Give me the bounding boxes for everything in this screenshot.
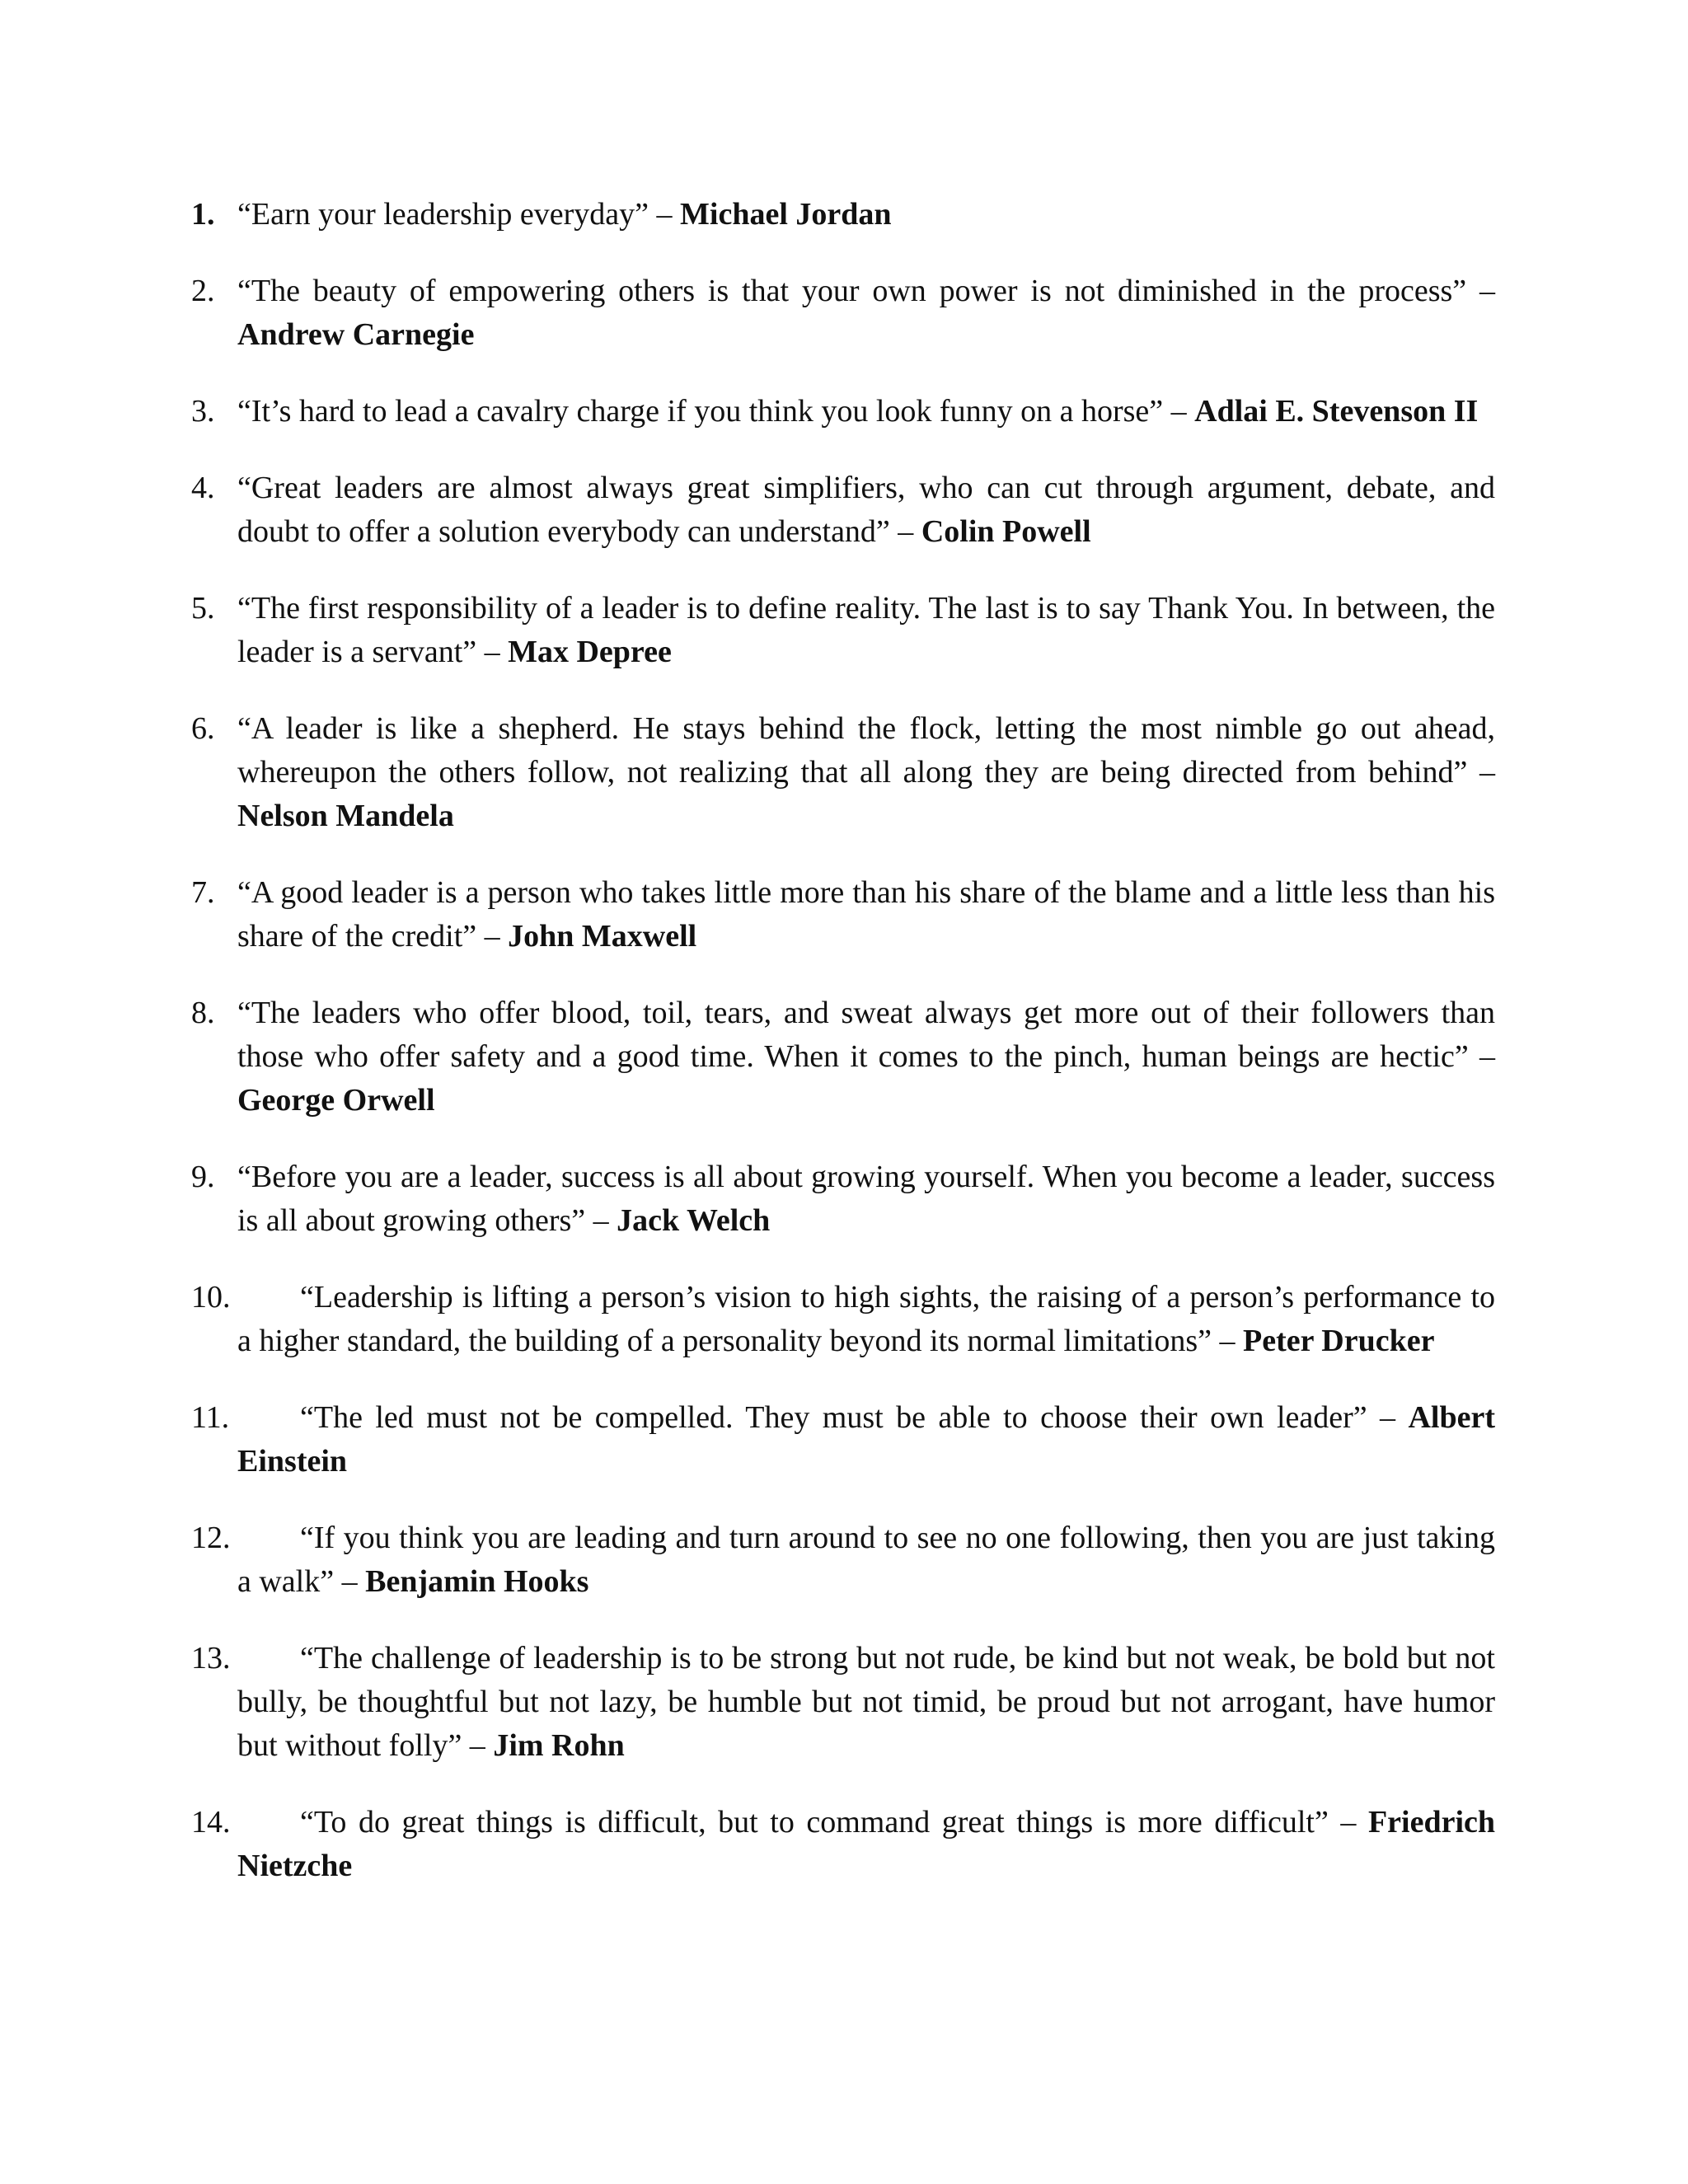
quote-item-4 — [191, 466, 1495, 554]
quote-number: 12. — [191, 1521, 231, 1555]
quote-author: Adlai E. Stevenson II — [1194, 394, 1479, 429]
quote-number: 13. — [191, 1641, 231, 1675]
quote-author: Colin Powell — [921, 514, 1091, 549]
quote-item-7 — [191, 871, 1495, 958]
quote-item-3 — [191, 390, 1495, 434]
quote-number: 14. — [191, 1805, 231, 1840]
quote-item-5 — [191, 587, 1495, 674]
quote-author: George Orwell — [237, 1083, 435, 1118]
quote-item-6 — [191, 707, 1495, 838]
quote-author: Jim Rohn — [493, 1728, 625, 1763]
quote-item-8 — [191, 991, 1495, 1122]
quote-item-14 — [191, 1801, 1495, 1888]
quote-author: Nelson Mandela — [237, 799, 454, 833]
quote-number: 5. — [191, 591, 215, 626]
quote-text: “Great leaders are almost always great simplifiers, who can cut through argument, debate, and doubt to offer a solution everybody can understand” – — [237, 471, 1495, 549]
quote-list — [191, 193, 1495, 1921]
quote-author: Michael Jordan — [680, 197, 892, 232]
quote-text: “If you think you are leading and turn around to see no one following, then you are just taking a walk” – — [237, 1521, 1495, 1599]
quote-number: 4. — [191, 471, 215, 505]
quote-text: “The led must not be compelled. They must be able to choose their own leader” – — [300, 1400, 1409, 1435]
quote-text: “The first responsibility of a leader is to define reality. The last is to say Thank You. In between, the leader is a servant” – — [237, 591, 1495, 669]
quote-item-11 — [191, 1396, 1495, 1483]
quote-text: “Before you are a leader, success is all about growing yourself. When you become a leader, success is all about growing others” – — [237, 1160, 1495, 1238]
quote-item-13 — [191, 1637, 1495, 1768]
quote-text: “A good leader is a person who takes little more than his share of the blame and a little less than his share of the credit” – — [237, 875, 1495, 954]
quote-author: Friedrich Nietzche — [237, 1805, 1495, 1883]
quote-author: Max Depree — [508, 635, 672, 669]
quote-author: Jack Welch — [617, 1203, 771, 1238]
quote-author: Benjamin Hooks — [365, 1564, 589, 1599]
quote-text: “The beauty of empowering others is that your own power is not diminished in the process” – — [237, 274, 1495, 308]
quote-item-2 — [191, 269, 1495, 357]
quote-author: Albert Einstein — [237, 1400, 1495, 1479]
quote-item-10 — [191, 1276, 1495, 1363]
quote-number: 8. — [191, 996, 215, 1030]
quote-author: Peter Drucker — [1242, 1324, 1435, 1358]
quote-text: “The leaders who offer blood, toil, tears, and sweat always get more out of their followers than those who offer safety and a good time. When it comes to the pinch, human beings are hectic” – — [237, 996, 1495, 1074]
quote-item-1 — [191, 193, 1495, 237]
quote-number: 10. — [191, 1280, 231, 1315]
quote-author: John Maxwell — [508, 919, 697, 954]
quote-number: 11. — [191, 1400, 230, 1435]
quote-item-9 — [191, 1155, 1495, 1243]
quote-text: “It’s hard to lead a cavalry charge if you think you look funny on a horse” – — [237, 394, 1195, 429]
quote-number: 7. — [191, 875, 215, 910]
quote-number: 2. — [191, 274, 215, 308]
quote-author: Andrew Carnegie — [237, 317, 475, 352]
quote-number: 9. — [191, 1160, 215, 1194]
quote-text: “Leadership is lifting a person’s vision to high sights, the raising of a person’s performance to a higher standard, the building of a personality beyond its normal limitations” – — [237, 1280, 1495, 1358]
quote-text: “Earn your leadership everyday” – — [237, 197, 681, 232]
quote-number: 1. — [191, 197, 215, 232]
quote-number: 3. — [191, 394, 215, 429]
quote-text: “A leader is like a shepherd. He stays behind the flock, letting the most nimble go out ahead, whereupon the others follow, not realizing that all along they are being directed from behind” – — [237, 711, 1495, 790]
quote-number: 6. — [191, 711, 215, 746]
quote-text: “The challenge of leadership is to be strong but not rude, be kind but not weak, be bold but not bully, be thoughtful but not lazy, be humble but not timid, be proud but not arrogant, have humor but without folly” – — [237, 1641, 1495, 1763]
quote-item-12 — [191, 1516, 1495, 1604]
quote-text: “To do great things is difficult, but to command great things is more difficult” – — [300, 1805, 1368, 1840]
